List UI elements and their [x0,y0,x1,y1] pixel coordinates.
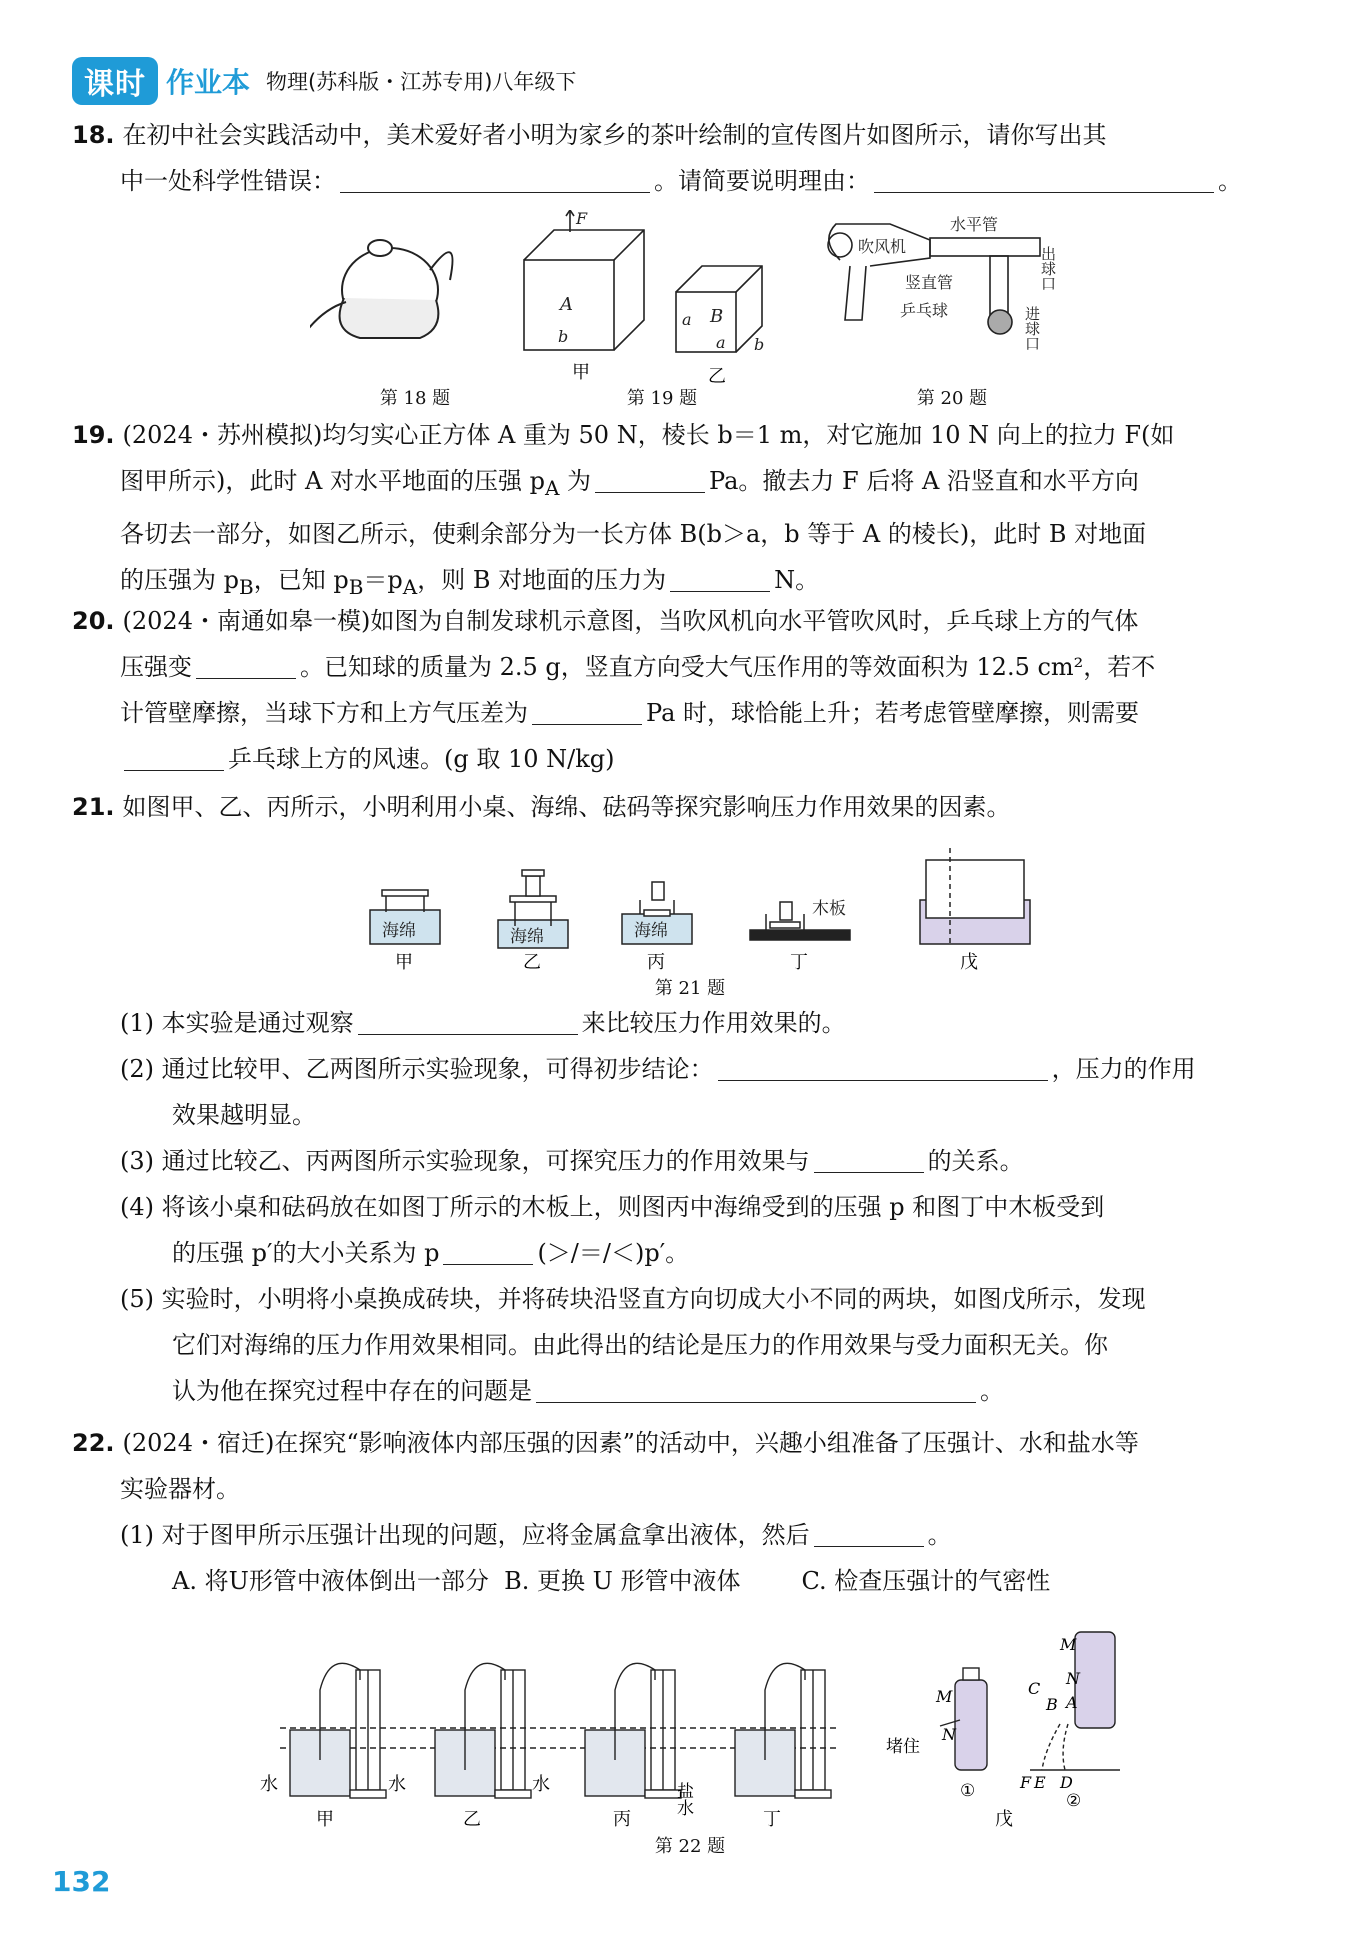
vpipe-label: 竖直管 [905,273,954,292]
figure-label: 丁 [763,1809,781,1830]
gauge-bing [585,1663,681,1798]
question-text: 。 [927,1521,952,1549]
point-label: N [942,1725,956,1744]
point-label: C [1028,1679,1041,1698]
answer-blank[interactable] [196,648,296,679]
question-text: 。 [980,1377,1004,1405]
question-text: (2024・苏州模拟)均匀实心正方体 A 重为 50 N，棱长 b＝1 m，对它施加 10 N 向上的拉力 F(如 [122,421,1175,449]
figure-label: 甲 [395,952,413,970]
teapot-figure [310,240,453,382]
question-text: 。已知球的质量为 2.5 g，竖直方向受大气压作用的等效面积为 12.5 cm²，若不 [300,653,1156,681]
figure-label: 丁 [790,952,808,970]
subscript: B [348,574,364,599]
question-text: ，则 B 对地面的压力为 [417,565,667,594]
point-label: M [936,1687,953,1706]
board-ding [750,930,850,940]
plug-label: 堵住 [886,1737,920,1757]
question-text: 。请简要说明理由： [654,167,870,195]
question-text: (＞/＝/＜)p′。 [537,1239,690,1267]
subscript: B [239,574,254,599]
question-19 [72,412,1267,610]
question-21 [72,784,1267,830]
question-number: 18. [72,121,115,149]
question-text: (1) 本实验是通过观察 [120,1009,354,1037]
answer-blank[interactable] [718,1050,1048,1081]
question-number: 19. [72,421,115,449]
answer-blank[interactable] [874,162,1214,193]
edge-label: a [716,333,726,352]
figure-label: 甲 [316,1809,334,1830]
question-text: 实验器材。 [120,1475,240,1503]
figure-21 [360,840,1040,970]
question-number: 21. [72,793,115,821]
blower-label: 吹风机 [858,237,907,256]
question-22 [72,1420,1267,1604]
cube-label: A [560,294,573,315]
question-number: 22. [72,1429,115,1457]
question-text: 各切去一部分，如图乙所示，使剩余部分为一长方体 B(b＞a，b 等于 A 的棱长)，此时 B 对地面 [120,519,1147,548]
ball-launcher-figure [828,215,1057,351]
figure-label: 甲 [572,362,590,383]
caption-19: 第 19 题 [626,388,698,409]
answer-blank[interactable] [358,1004,578,1035]
sponge-label: 海绵 [634,921,668,941]
question-20 [72,598,1267,782]
question-text: (4) 将该小桌和砝码放在如图丁所示的木板上，则图丙中海绵受到的压强 p 和图丁中木板受到 [120,1193,1105,1221]
question-text: Pa 时，球恰能上升；若考虑管壁摩擦，则需要 [646,699,1140,727]
point-label: B [1046,1695,1058,1714]
question-text: 中一处科学性错误： [120,167,336,195]
question-text: 它们对海绵的压力作用效果相同。由此得出的结论是压力的作用效果与受力面积无关。你 [172,1331,1108,1359]
question-text: ，压力的作用 [1051,1055,1196,1083]
question-21-parts [72,1000,1267,1414]
edge-label: a [682,310,692,329]
question-text: (5) 实验时，小明将小桌换成砖块，并将砖块沿竖直方向切成大小不同的两块，如图戊所示，发现 [120,1285,1146,1313]
caption-22: 第 22 题 [654,1836,726,1857]
question-text: 压强变 [120,653,192,681]
question-text: N。 [774,565,820,594]
question-text: ，已知 p [253,565,349,594]
board-label: 木板 [812,899,846,919]
sponge-label: 海绵 [382,921,416,941]
question-number: 20. [72,607,115,635]
question-text: (1) 对于图甲所示压强计出现的问题，应将金属盒拿出液体，然后 [120,1521,810,1549]
edge-label: b [558,327,569,346]
gauge-yi [435,1663,531,1798]
question-text: 来比较压力作用效果的。 [581,1009,846,1037]
answer-blank[interactable] [532,694,642,725]
figure-label: 丙 [647,952,665,970]
water-label: 水 [532,1774,550,1795]
figure-label: 丙 [613,1809,631,1830]
figure-label: 乙 [523,952,541,970]
series-brand: 作业本 [166,66,251,99]
answer-blank[interactable] [443,1234,533,1265]
caption-21: 第 21 题 [654,978,726,999]
answer-blank[interactable] [814,1142,924,1173]
question-text: 的压强 p′的大小关系为 p [172,1239,440,1267]
page-number: 132 [52,1865,111,1898]
figure-label: 戊 [960,952,978,970]
question-text: (2024・宿迁)在探究“影响液体内部压强的因素”的活动中，兴趣小组准备了压强计、水和盐水等 [122,1429,1139,1457]
question-text: 效果越明显。 [172,1101,316,1129]
point-label: F [1020,1773,1032,1792]
water-label: 水 [388,1774,406,1795]
answer-blank[interactable] [814,1516,924,1547]
page-header [72,58,576,104]
answer-options: A. 将U形管中液体倒出一部分 B. 更换 U 形管中液体 C. 检查压强计的气密性 [172,1567,1051,1595]
question-text: Pa。撤去力 F 后将 A 沿竖直和水平方向 [709,467,1139,495]
gauge-jia [290,1663,386,1798]
answer-blank[interactable] [595,462,705,493]
bottle-1 [940,1668,987,1770]
series-logo: 课时 [72,57,158,105]
figure-label: 乙 [463,1809,481,1830]
cube-a-figure [524,210,644,350]
question-text: (2024・南通如皋一模)如图为自制发球机示意图，当吹风机向水平管吹风时，乒乓球上方的气体 [122,607,1139,635]
answer-blank[interactable] [536,1372,976,1403]
sponge-label: 海绵 [510,927,544,947]
question-text: 的关系。 [927,1147,1024,1175]
question-text: 认为他在探究过程中存在的问题是 [172,1377,532,1405]
question-text: ＝p [363,565,403,594]
caption-18: 第 18 题 [379,388,451,409]
figure-label: 戊 [995,1809,1013,1830]
question-text: 乒乓球上方的风速。(g 取 10 N/kg) [228,745,615,773]
figure-label: 乙 [708,366,726,387]
figure-22 [260,1620,1140,1830]
figures-18-20 [310,210,1070,410]
force-label: F [576,210,588,228]
edge-label: b [754,335,765,354]
question-text: 图甲所示)，此时 A 对水平地面的压强 p [120,467,545,495]
salt-water-label: 盐水 [673,1782,693,1816]
sub-figure-label: ② [1066,1791,1082,1811]
question-text: 为 [559,467,592,495]
point-label: E [1034,1773,1046,1792]
point-label: D [1060,1773,1073,1792]
question-text: 计管壁摩擦，当球下方和上方气压差为 [120,699,528,727]
gauge-ding [735,1663,831,1798]
outlet-label: 出球口 [1039,246,1057,291]
answer-blank[interactable] [124,740,224,771]
caption-20: 第 20 题 [916,388,988,409]
subscript: A [544,475,560,500]
question-text: (2) 通过比较甲、乙两图所示实验现象，可得初步结论： [120,1055,714,1083]
subscript: A [402,574,418,599]
block-label: B [710,306,724,327]
question-text: 。 [1218,167,1242,195]
answer-blank[interactable] [340,162,650,193]
question-text: 如图甲、乙、丙所示，小明利用小桌、海绵、砝码等探究影响压力作用效果的因素。 [122,793,1011,821]
point-label: A [1066,1693,1078,1712]
block-b-figure [676,266,764,354]
question-text: 的压强为 p [120,565,239,594]
question-18 [72,112,1267,204]
book-subtitle: 物理(苏科版・江苏专用)八年级下 [266,70,577,94]
sub-figure-label: ① [960,1781,976,1801]
water-label: 水 [260,1774,278,1795]
point-label: M [1060,1635,1077,1654]
inlet-label: 进球口 [1023,306,1041,351]
point-label: N [1066,1669,1080,1688]
question-text: 在初中社会实践活动中，美术爱好者小明为家乡的茶叶绘制的宣传图片如图所示，请你写出其 [122,121,1107,149]
ball-label: 乒乓球 [900,301,949,320]
hpipe-label: 水平管 [950,215,999,234]
question-text: (3) 通过比较乙、丙两图所示实验现象，可探究压力的作用效果与 [120,1147,810,1175]
answer-blank[interactable] [670,561,770,592]
